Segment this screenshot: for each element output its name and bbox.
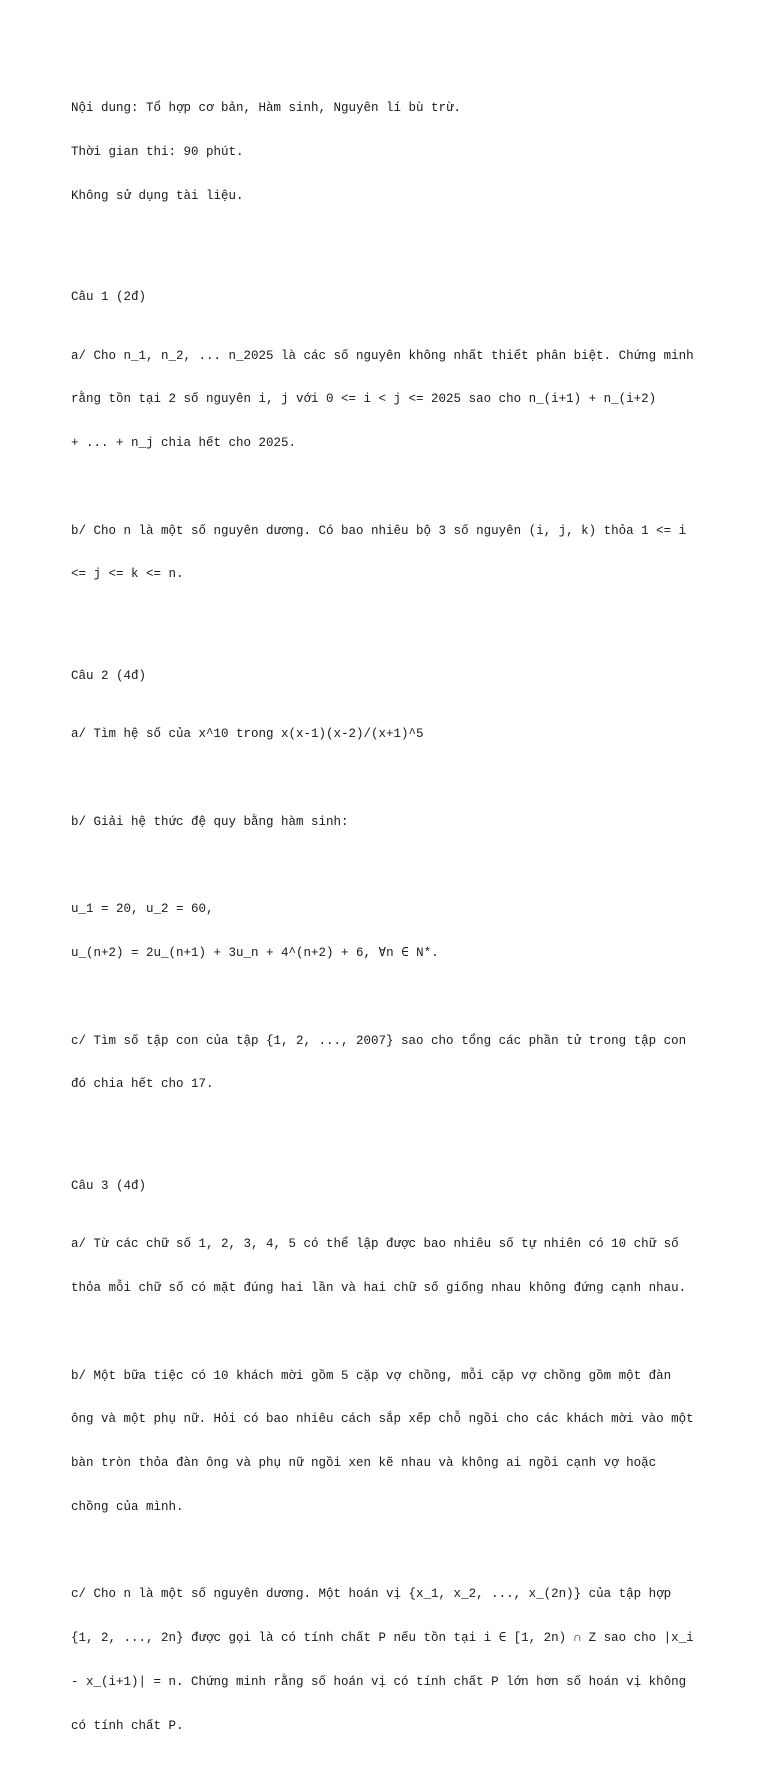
question-2-part-b [71,786,703,859]
text-line: b/ Cho n là một số nguyên dương. Có bao nhiêu bộ 3 số nguyên (i, j, k) thỏa 1 <= i [71,523,687,538]
text-line: <= j <= k <= n. [71,567,184,582]
question-1-title: Câu 1 (2đ) [71,290,147,305]
text-line: + ... + n_j chia hết cho 2025. [71,436,297,451]
header-line-rules: Không sử dụng tài liệu. [71,188,244,203]
text-line: u_1 = 20, u_2 = 60, [71,902,214,917]
text-line: có tính chất P. [71,1718,184,1733]
exam-document [71,72,703,1777]
question-2-title: Câu 2 (4đ) [71,668,147,683]
text-line: a/ Cho n_1, n_2, ... n_2025 là các số nguyên không nhất thiết phân biệt. Chứng minh [71,348,694,363]
text-line: {1, 2, ..., 2n} được gọi là có tính chất P nếu tồn tại i ∈ [1, 2n) ∩ Z sao cho |x_i [71,1631,694,1646]
text-line: thỏa mỗi chữ số có mặt đúng hai lần và hai chữ số giống nhau không đứng cạnh nhau. [71,1280,687,1295]
question-3-title: Câu 3 (4đ) [71,1178,147,1193]
text-line: rằng tồn tại 2 số nguyên i, j với 0 <= i < j <= 2025 sao cho n_(i+1) + n_(i+2) [71,392,657,407]
text-line: chồng của mình. [71,1499,184,1514]
question-3 [71,1179,703,1763]
question-1-part-b [71,494,703,611]
text-line: a/ Tìm hệ số của x^10 trong x(x-1)(x-2)/(x+1)^5 [71,727,424,742]
text-line: bàn tròn thỏa đàn ông và phụ nữ ngồi xen kẽ nhau và không ai ngồi cạnh vợ hoặc [71,1456,657,1471]
question-3-part-a [71,1208,703,1325]
question-3-part-b [71,1339,703,1543]
text-line: - x_(i+1)| = n. Chứng minh rằng số hoán vị có tính chất P lớn hơn số hoán vị không [71,1674,687,1689]
header-line-content: Nội dung: Tổ hợp cơ bản, Hàm sinh, Nguyên lí bù trừ. [71,101,462,116]
text-line: c/ Tìm số tập con của tập {1, 2, ..., 2007} sao cho tổng các phần tử trong tập con [71,1033,687,1048]
text-line: b/ Một bữa tiệc có 10 khách mời gồm 5 cặp vợ chồng, mỗi cặp vợ chồng gồm một đàn [71,1368,672,1383]
header-line-duration: Thời gian thi: 90 phút. [71,144,244,159]
spacer [71,1136,703,1179]
question-2-part-a [71,698,703,771]
question-2 [71,669,703,1121]
question-1 [71,290,703,611]
text-line: a/ Từ các chữ số 1, 2, 3, 4, 5 có thể lập được bao nhiêu số tự nhiên có 10 chữ số [71,1237,679,1252]
question-2-recurrence [71,873,703,990]
question-3-part-c [71,1558,703,1762]
exam-header [71,72,703,233]
text-line: ông và một phụ nữ. Hỏi có bao nhiêu cách sắp xếp chỗ ngồi cho các khách mời vào một [71,1412,694,1427]
text-line: đó chia hết cho 17. [71,1077,214,1092]
spacer [71,626,703,669]
text-line: b/ Giải hệ thức đệ quy bằng hàm sinh: [71,814,349,829]
text-line: c/ Cho n là một số nguyên dương. Một hoán vị {x_1, x_2, ..., x_(2n)} của tập hợp [71,1587,672,1602]
question-2-part-c [71,1004,703,1121]
spacer [71,247,703,290]
question-1-part-a [71,319,703,480]
text-line: u_(n+2) = 2u_(n+1) + 3u_n + 4^(n+2) + 6, ∀n ∈ N*. [71,946,439,961]
